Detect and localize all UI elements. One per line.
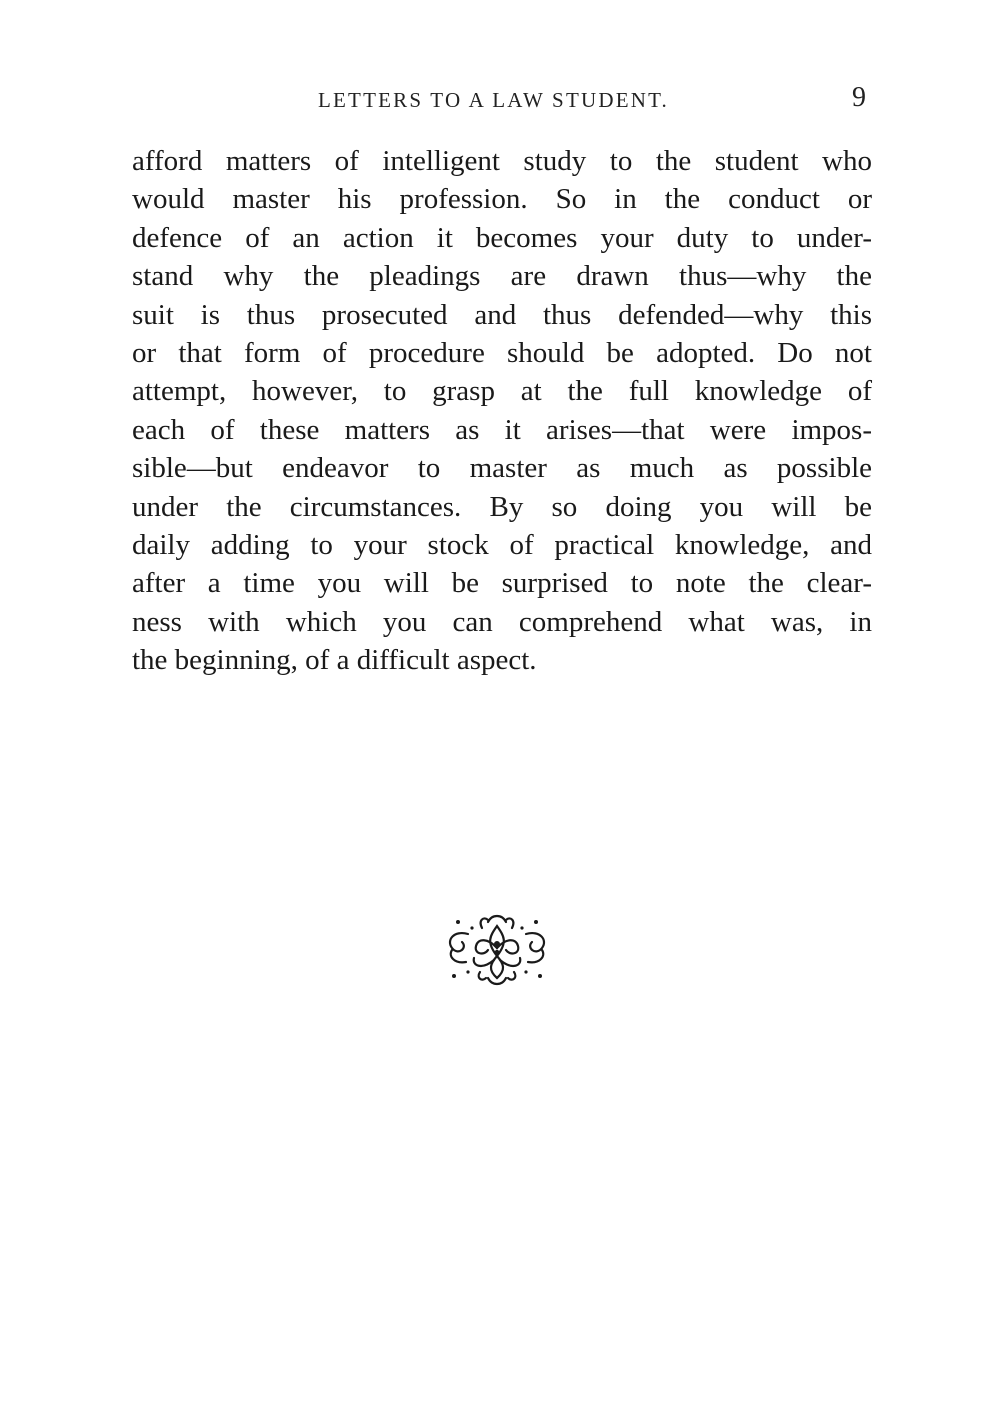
text-line: after a time you will be surprised to note the clear- xyxy=(132,567,872,600)
text-line: under the circumstances. By so doing you will be xyxy=(132,490,872,523)
text-line: each of these matters as it arises—that were impos- xyxy=(132,413,872,446)
text-line: attempt, however, to grasp at the full knowledge of xyxy=(132,375,872,408)
text-line: would master his profession. So in the conduct or xyxy=(132,183,872,216)
text-line: defence of an action it becomes your duty to under- xyxy=(132,221,872,254)
text-line: suit is thus prosecuted and thus defended—why this xyxy=(132,298,872,331)
running-head: LETTERS TO A LAW STUDENT. xyxy=(318,88,670,112)
text-line: stand why the pleadings are drawn thus—why the xyxy=(132,260,872,293)
fleuron-ornament-icon xyxy=(438,908,556,988)
text-line: afford matters of intelligent study to the student who xyxy=(132,145,872,177)
text-line: ness with which you can comprehend what was, in xyxy=(132,605,872,638)
text-line: the beginning, of a difficult aspect. xyxy=(132,644,537,677)
text-line: sible—but endeavor to master as much as possible xyxy=(132,452,872,485)
body-paragraph xyxy=(132,142,872,679)
text-line: or that form of procedure should be adopted. Do not xyxy=(132,336,872,369)
text-line: daily adding to your stock of practical knowledge, and xyxy=(132,528,872,561)
page-number: 9 xyxy=(852,82,866,113)
